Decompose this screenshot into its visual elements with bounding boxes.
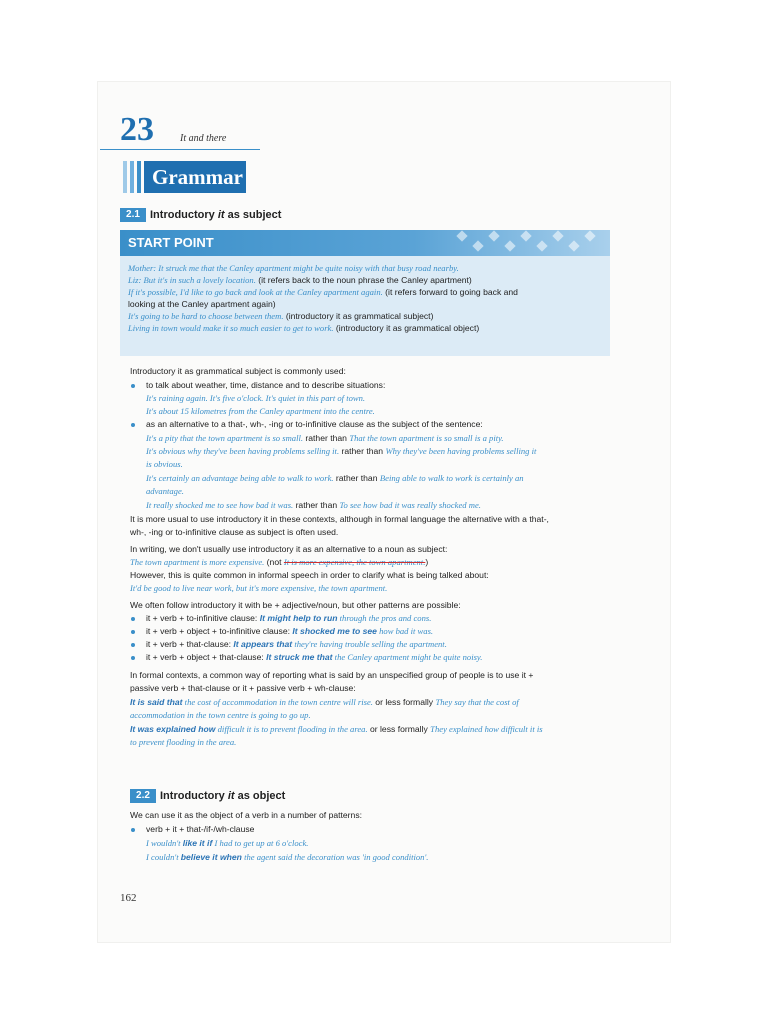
example-explained-cont: to prevent flooding in the area. (130, 737, 237, 747)
example-obvious-cont: is obvious. (146, 459, 183, 469)
start-point-header (120, 230, 610, 256)
example-believe-it: I couldn't believe it when the agent said the decoration was 'in good condition'. (146, 852, 429, 862)
intro-paragraph: Introductory it as grammatical subject is commonly used: (130, 366, 346, 376)
paragraph-formal-1: In formal contexts, a common way of reporting what is said by an unspecified group of people is to use it + (130, 670, 534, 680)
bullet-icon (131, 828, 135, 832)
example-weather-2: It's about 15 kilometres from the Canley apartment into the centre. (146, 406, 375, 416)
unit-rule (100, 149, 260, 150)
start-point-line-6: Living in town would make it so much easier to get to work. (introductory it as grammatical object) (128, 323, 480, 333)
unit-number: 23 (120, 111, 154, 148)
pattern-2: it + verb + object + to-infinitive clause: It shocked me to see how bad it was. (146, 626, 434, 636)
example-weather-1: It's raining again. It's five o'clock. It's quiet in this part of town. (146, 393, 366, 403)
paragraph-usual-1: It is more usual to use introductory it in these contexts, although in formal language the alternative with a that-, (130, 514, 549, 524)
bullet-icon (131, 384, 135, 388)
bullet-icon (131, 656, 135, 660)
example-obvious: It's obvious why they've been having problems selling it. rather than Why they've been having problems selling it (146, 446, 537, 456)
bullet-icon (131, 643, 135, 647)
section-2-2-title: Introductory it as object (160, 790, 286, 802)
start-point-line-2: Liz: But it's in such a lovely location. (it refers back to the noun phrase the Canley apartment) (128, 275, 472, 285)
bullet-icon (131, 630, 135, 634)
bullet-icon (131, 617, 135, 621)
start-point-line-1: Mother: It struck me that the Canley apartment might be quite noisy with that busy road nearby. (128, 263, 459, 273)
section-title: Grammar (144, 161, 246, 193)
section-2-2-intro: We can use it as the object of a verb in a number of patterns: (130, 810, 363, 820)
paragraph-usual-2: wh-, -ing or to-infinitive clause as subject is often used. (130, 527, 339, 537)
example-advantage-cont: advantage. (146, 486, 184, 496)
section-2-2-number: 2.2 (130, 789, 156, 803)
section-2-1-number: 2.1 (120, 208, 146, 222)
paragraph-informal: However, this is quite common in informal speech in order to clarify what is being talked about: (130, 570, 489, 580)
section-2-2-pattern: verb + it + that-/if-/wh-clause (146, 824, 255, 834)
example-expensive: The town apartment is more expensive. (not It is more expensive, the town apartment.) (130, 557, 429, 567)
bullet-icon (131, 423, 135, 427)
example-said: It is said that the cost of accommodation in the town centre will rise. or less formally They say that the cost of (130, 697, 519, 707)
pattern-4: it + verb + object + that-clause: It struck me that the Canley apartment might be quite noisy. (146, 652, 483, 662)
example-explained: It was explained how difficult it is to prevent flooding in the area. or less formally They explained how difficult it is (130, 724, 543, 734)
pattern-3: it + verb + that-clause: It appears that they're having trouble selling the apartment. (146, 639, 447, 649)
unit-subtitle: It and there (180, 133, 227, 144)
example-like-it: I wouldn't like it if I had to get up at 6 o'clock. (146, 838, 309, 848)
section-2-1-title: Introductory it as subject (150, 209, 282, 221)
bullet-alternative: as an alternative to a that-, wh-, -ing or to-infinitive clause as the subject of the sentence: (146, 419, 483, 429)
example-pity: It's a pity that the town apartment is so small. rather than That the town apartment is so small is a pity. (146, 433, 504, 443)
banner-stripes (123, 161, 145, 193)
example-advantage: It's certainly an advantage being able to walk to work. rather than Being able to walk to work is certainly an (146, 473, 524, 483)
example-live-near-work: It'd be good to live near work, but it's more expensive, the town apartment. (130, 583, 388, 593)
paragraph-formal-2: passive verb + that-clause or it + passive verb + wh-clause: (130, 683, 356, 693)
example-said-cont: accommodation in the town centre is going to go up. (130, 710, 311, 720)
start-point-box (120, 230, 610, 356)
paragraph-patterns: We often follow introductory it with be + adjective/noun, but other patterns are possible: (130, 600, 461, 610)
book-page (98, 82, 670, 942)
page-number: 162 (120, 892, 137, 904)
checker-pattern-icon (450, 230, 610, 256)
bullet-weather: to talk about weather, time, distance and to describe situations: (146, 380, 386, 390)
start-point-label: START POINT (128, 235, 214, 250)
paragraph-writing: In writing, we don't usually use introductory it as an alternative to a noun as subject: (130, 544, 448, 554)
start-point-line-3: If it's possible, I'd like to go back and look at the Canley apartment again. (it refers forward to going back and (128, 287, 518, 297)
start-point-line-5: It's going to be hard to choose between them. (introductory it as grammatical subject) (128, 311, 434, 321)
start-point-line-4: looking at the Canley apartment again) (128, 299, 276, 309)
example-shocked: It really shocked me to see how bad it was. rather than To see how bad it was really shocked me. (146, 500, 481, 510)
pattern-1: it + verb + to-infinitive clause: It might help to run through the pros and cons. (146, 613, 432, 623)
